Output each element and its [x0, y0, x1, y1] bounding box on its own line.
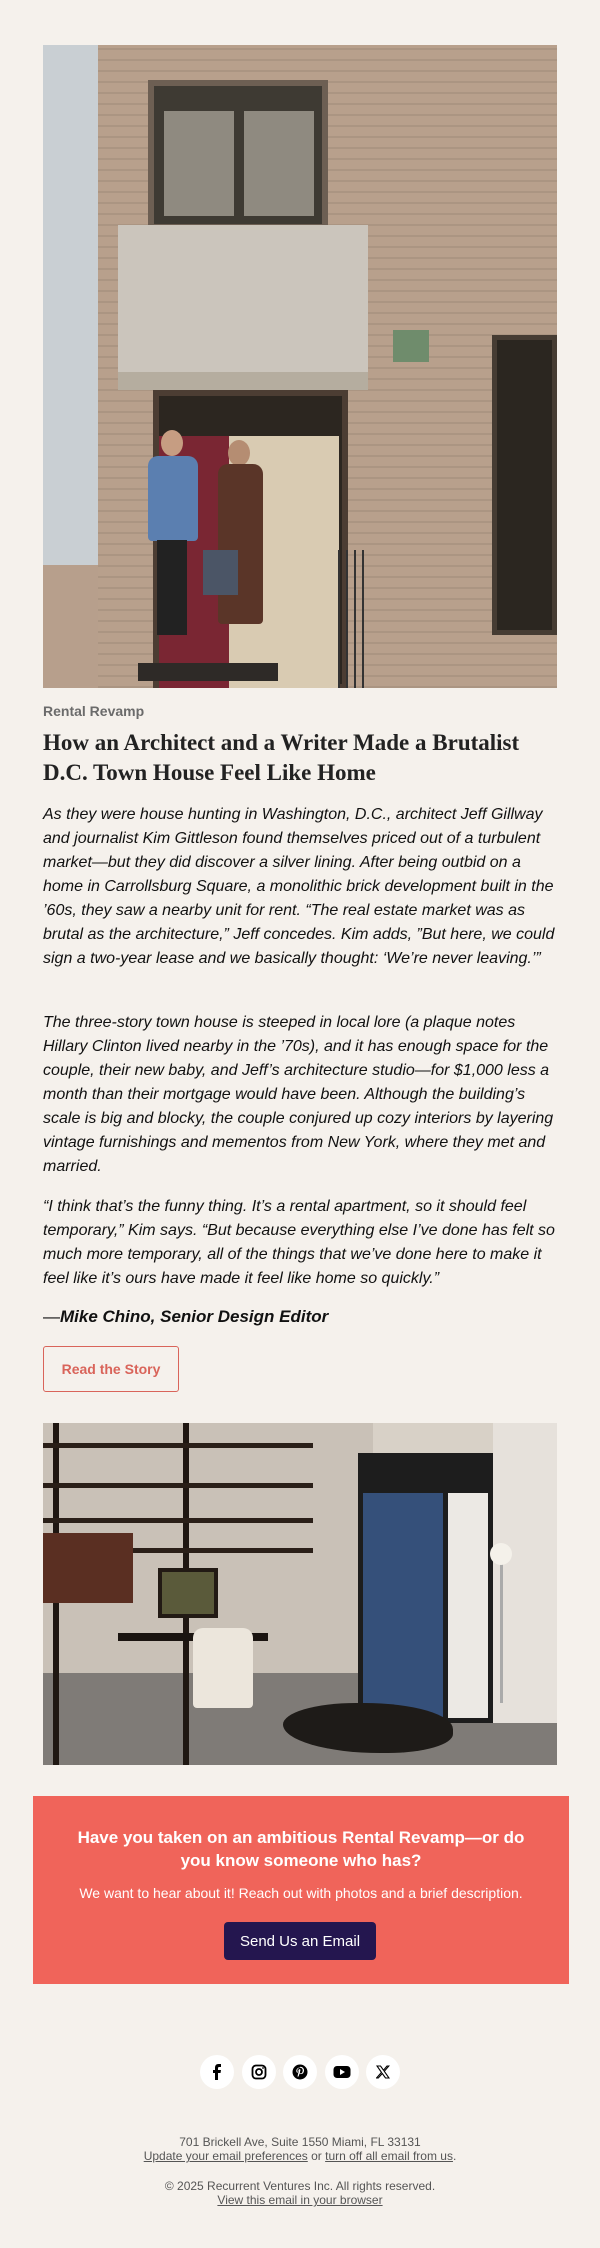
pinterest-icon[interactable] — [283, 2055, 317, 2089]
social-links — [200, 2055, 400, 2089]
update-preferences-link[interactable]: Update your email preferences — [143, 2149, 308, 2163]
article-paragraph: “I think that’s the funny thing. It’s a rental apartment, so it should feel temporary,” Kim says. “But because everything else I’ve done has felt so much more temporary, all of the things that we’ve done here to make it feel like it’s ours have made it feel like home so quickly.” — [43, 1198, 555, 1287]
article-kicker: Rental Revamp — [43, 703, 145, 719]
read-story-button[interactable]: Read the Story — [43, 1346, 179, 1392]
cta-text: We want to hear about it! Reach out with photos and a brief description. — [79, 1885, 523, 1901]
article-headline: How an Architect and a Writer Made a Brutalist D.C. Town House Feel Like Home — [43, 730, 520, 785]
footer-address: 701 Brickell Ave, Suite 1550 Miami, FL 33131 — [179, 2135, 421, 2149]
signature-name: Mike Chino, Senior Design Editor — [60, 1307, 329, 1326]
footer-browser — [0, 2193, 600, 2207]
youtube-icon[interactable] — [325, 2055, 359, 2089]
signature-dash: — — [43, 1307, 60, 1326]
article-paragraph: As they were house hunting in Washington, D.C., architect Jeff Gillway and journalist Kim Gittleson found themselves priced out of a turbulent market—but they did discover a silver lining. After being outbid on a home in Carrollsburg Square, a monolithic brick development built in the ’60s, they saw a nearby unit for rent. “The real estate market was as brutal as the architecture,” Jeff concedes. Kim adds, ”But here, we could sign a two-year lease and we basically thought: ‘We’re never leaving.’” — [43, 806, 555, 967]
view-in-browser-link[interactable]: View this email in your browser — [217, 2193, 383, 2207]
unsubscribe-link[interactable]: turn off all email from us — [325, 2149, 453, 2163]
footer-preferences — [0, 2149, 600, 2163]
author-signature — [43, 1307, 328, 1327]
x-icon[interactable] — [366, 2055, 400, 2089]
cta-banner — [33, 1796, 569, 1984]
article-paragraph: The three-story town house is steeped in local lore (a plaque notes Hillary Clinton lived nearby in the ’70s), and it has enough space for the couple, their new baby, and Jeff’s architecture studio—for $1,000 less a month than their mortgage would have been. Although the building’s scale is big and blocky, the couple conjured up cozy interiors by layering vintage furnishings and mementos from New York, where they met and married. — [43, 1014, 554, 1175]
facebook-icon[interactable] — [200, 2055, 234, 2089]
person-figure — [143, 430, 203, 635]
hero-photo-townhouse[interactable] — [43, 45, 557, 688]
footer-or-text: or — [307, 2149, 326, 2163]
instagram-icon[interactable] — [242, 2055, 276, 2089]
footer-period: . — [452, 2149, 457, 2163]
cta-title: Have you taken on an ambitious Rental Revamp—or do you know someone who has? — [77, 1828, 525, 1870]
person-figure — [213, 440, 268, 635]
interior-photo[interactable] — [43, 1423, 557, 1765]
send-email-button[interactable]: Send Us an Email — [224, 1922, 376, 1960]
footer-copyright: © 2025 Recurrent Ventures Inc. All rights reserved. — [164, 2179, 436, 2193]
